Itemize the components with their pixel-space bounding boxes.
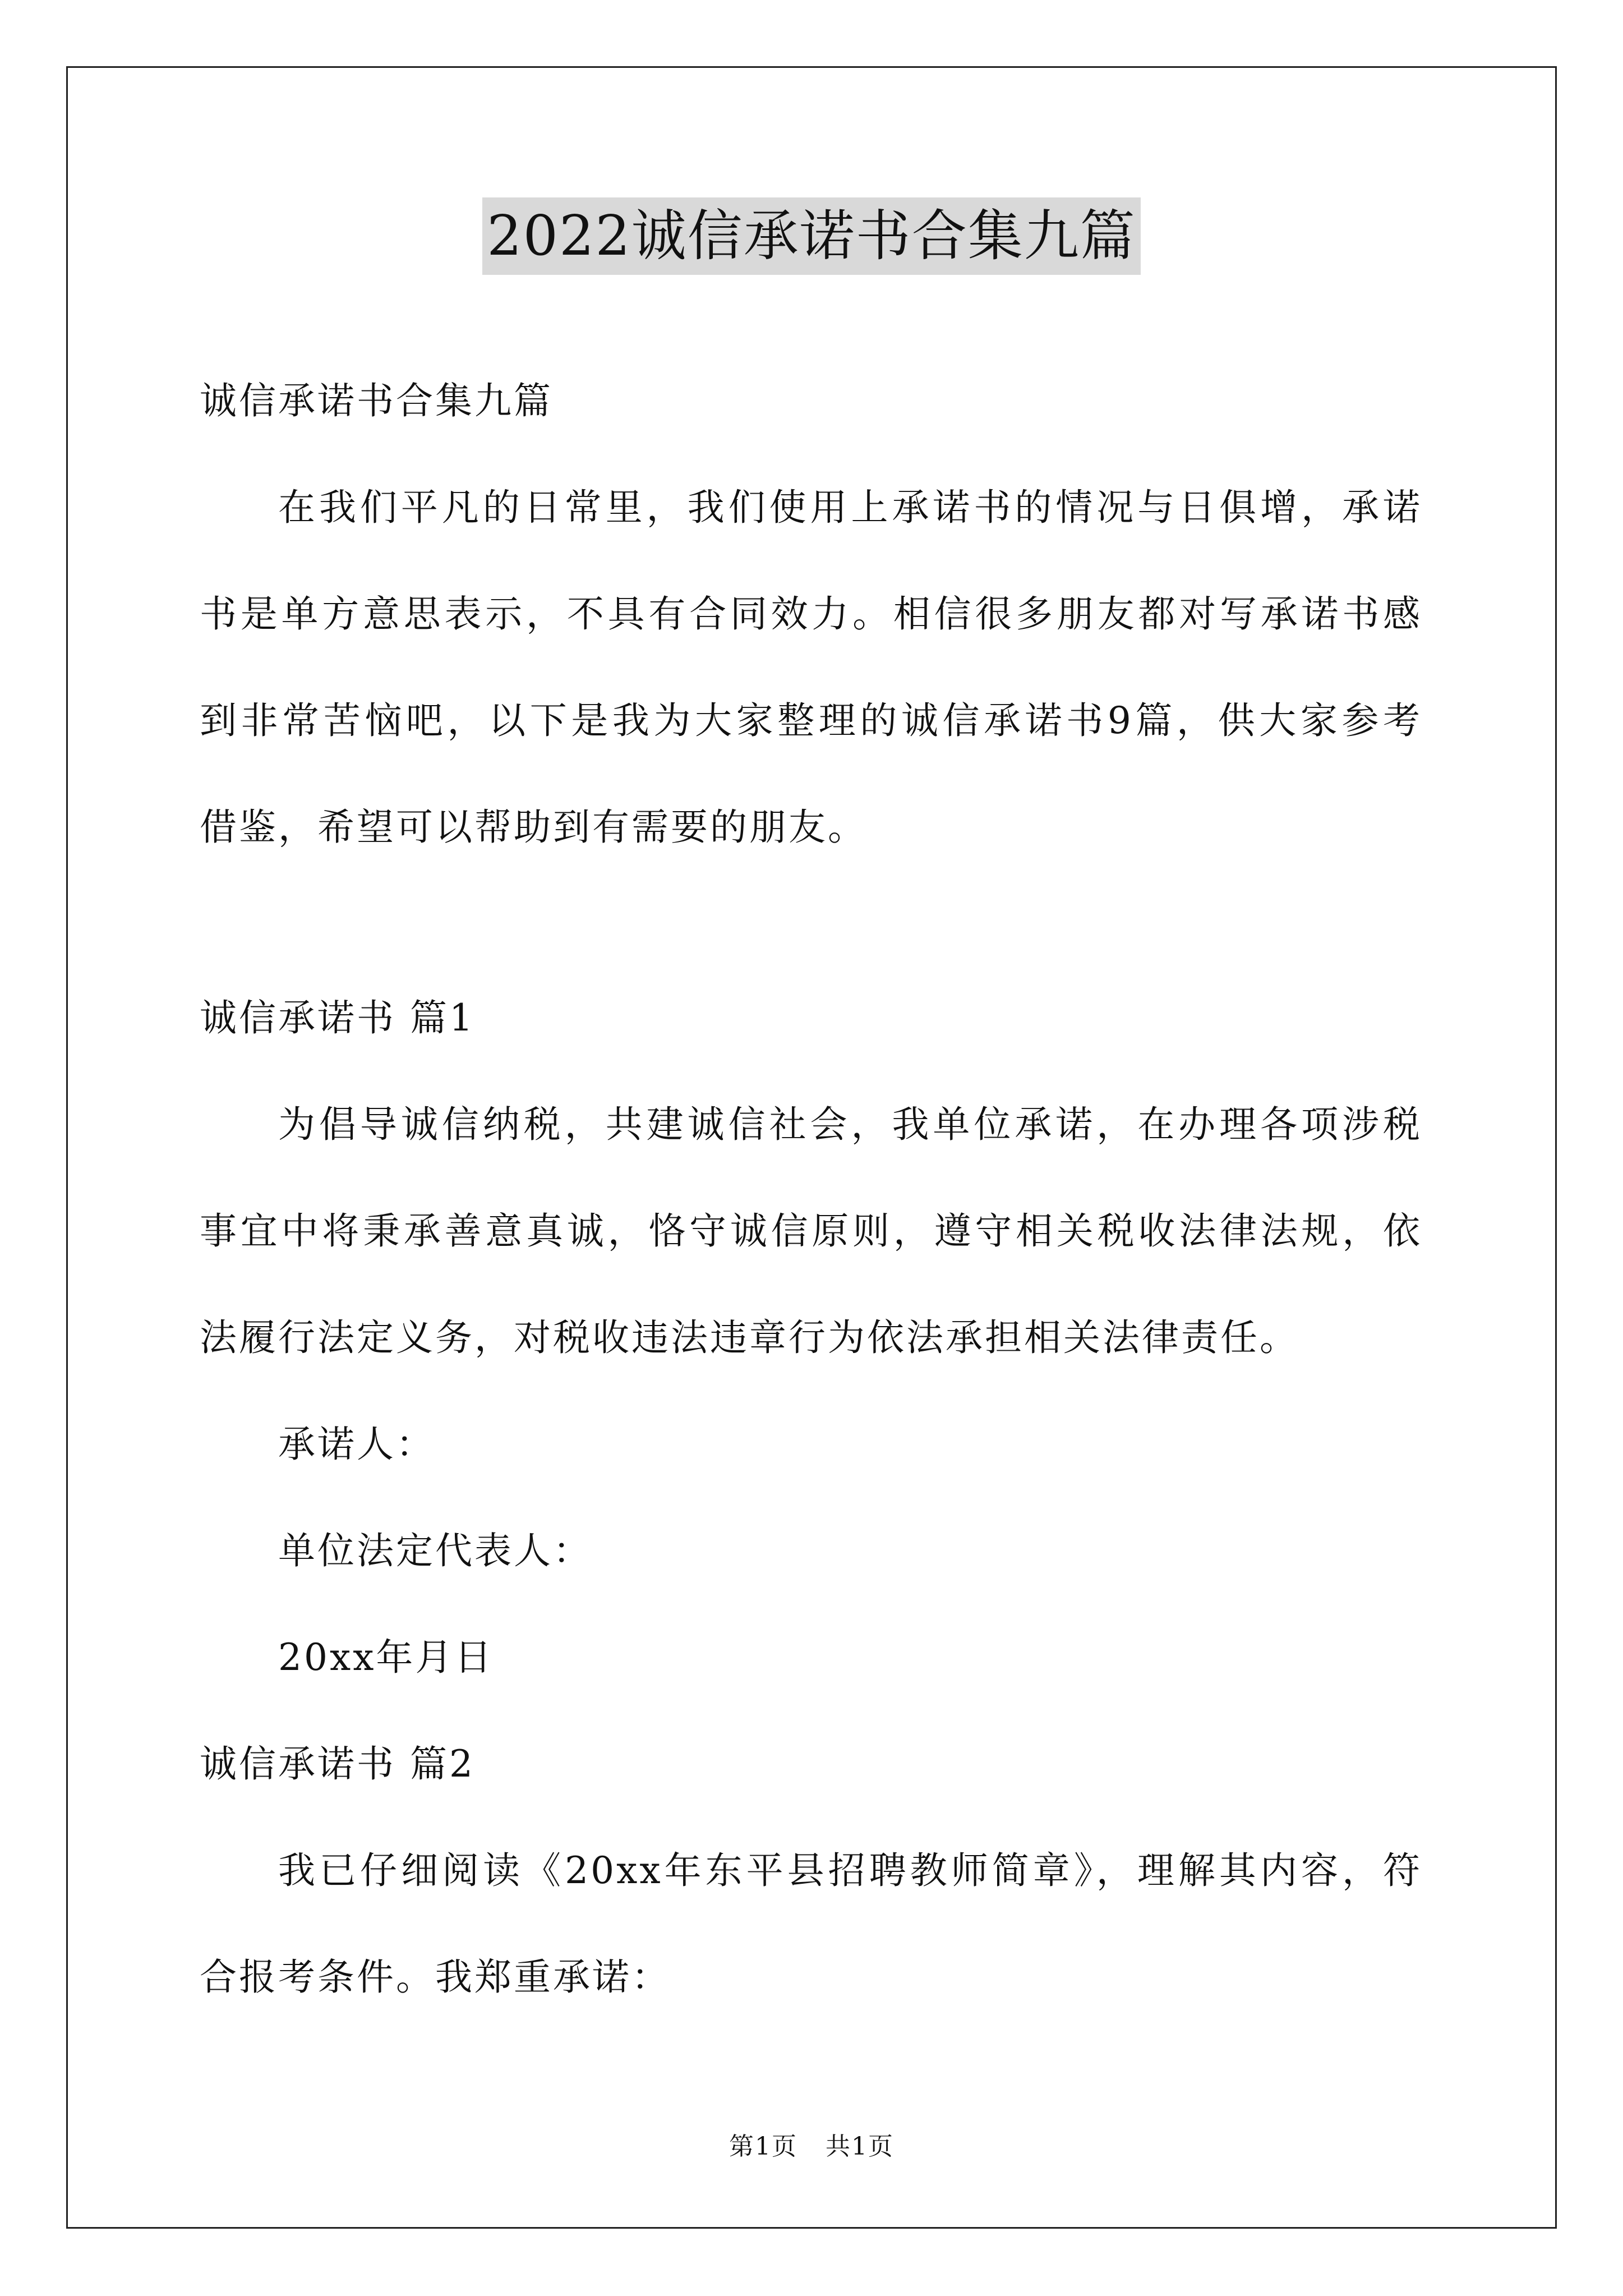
date-label: 20xx年月日 — [278, 1636, 494, 1679]
subtitle: 诚信承诺书合集九篇 — [200, 379, 553, 422]
document-body — [200, 348, 1422, 2031]
intro-line-3: 到非常苦恼吧，以下是我为大家整理的诚信承诺书9篇，供大家参考 — [200, 699, 1422, 742]
promiser-label: 承诺人： — [278, 1423, 435, 1466]
page-footer — [0, 2126, 1623, 2162]
section-1-line-3: 法履行法定义务，对税收违法违章行为依法承担相关法律责任。 — [200, 1316, 1299, 1359]
intro-line-2: 书是单方意思表示，不具有合同效力。相信很多朋友都对写承诺书感 — [200, 592, 1422, 636]
section-2-heading: 诚信承诺书 篇2 — [200, 1742, 475, 1786]
intro-line-1: 在我们平凡的日常里，我们使用上承诺书的情况与日俱增，承诺 — [278, 486, 1422, 529]
section-1-heading: 诚信承诺书 篇1 — [200, 996, 475, 1039]
title-container — [0, 197, 1623, 275]
intro-line-4: 借鉴，希望可以帮助到有需要的朋友。 — [200, 806, 867, 849]
section-1-line-1: 为倡导诚信纳税，共建诚信社会，我单位承诺，在办理各项涉税 — [278, 1103, 1422, 1146]
document-title: 2022诚信承诺书合集九篇 — [482, 197, 1140, 275]
section-2-line-2: 合报考条件。我郑重承诺： — [200, 1955, 671, 1999]
page-number: 第1页 — [729, 2132, 797, 2161]
section-gap — [200, 881, 1422, 965]
page-total: 共1页 — [826, 2132, 894, 2161]
legal-rep-label: 单位法定代表人： — [278, 1529, 592, 1572]
section-2-line-1: 我已仔细阅读《20xx年东平县招聘教师简章》，理解其内容，符 — [278, 1849, 1422, 1892]
section-1-line-2: 事宜中将秉承善意真诚，恪守诚信原则，遵守相关税收法律法规，依 — [200, 1209, 1422, 1253]
